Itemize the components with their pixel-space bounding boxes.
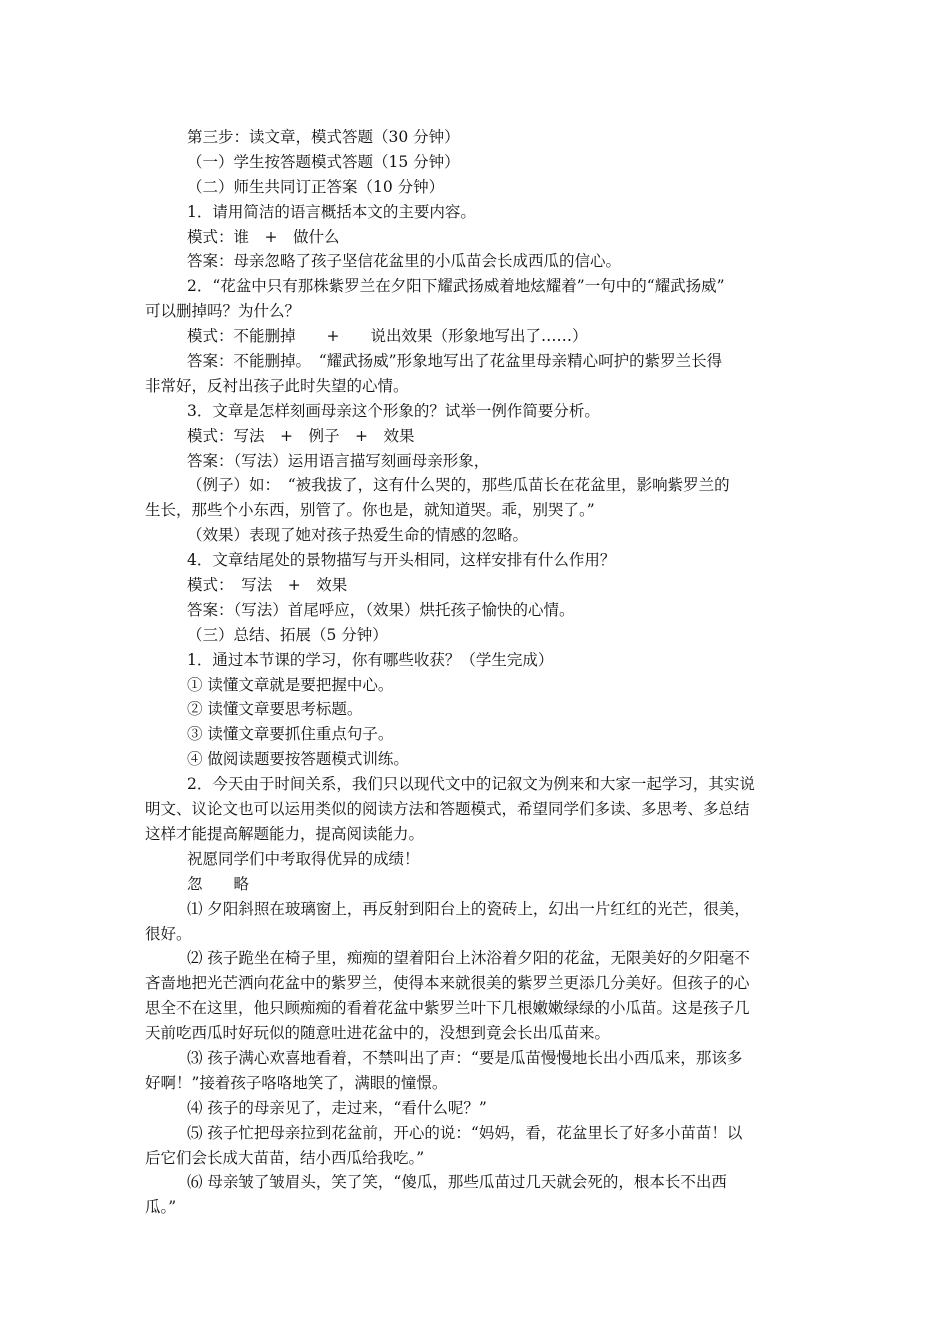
- text-line: 吝啬地把光芒洒向花盆中的紫罗兰，使得本来就很美的紫罗兰更添几分美好。但孩子的心: [145, 974, 750, 993]
- text-line: 天前吃西瓜时好玩似的随意吐进花盆中的，没想到竟会长出瓜苗来。: [145, 1024, 611, 1043]
- text-line: ⑶ 孩子满心欢喜地看着，不禁叫出了声：“要是瓜苗慢慢地长出小西瓜来，那该多: [187, 1048, 743, 1067]
- text-line: （效果）表现了她对孩子热爱生命的情感的忽略。: [187, 526, 529, 545]
- text-line: 1．通过本节课的学习，你有哪些收获？（学生完成）: [187, 650, 554, 669]
- text-line: 模式：不能删掉 + 说出效果（形象地写出了……）: [187, 327, 588, 346]
- text-line: 答案：（写法）运用语言描写刻画母亲形象，: [187, 451, 490, 470]
- text-line: （例子）如： “被我拔了，这有什么哭的，那些瓜苗长在花盆里，影响紫罗兰的: [187, 476, 730, 495]
- text-line: 后它们会长成大苗苗，结小西瓜给我吃。”: [145, 1148, 425, 1167]
- document-page: [145, 125, 813, 1220]
- text-line: 2．“花盆中只有那株紫罗兰在夕阳下耀武扬威着地炫耀着”一句中的“耀武扬威”: [187, 277, 725, 296]
- text-line: 3．文章是怎样刻画母亲这个形象的？试举一例作简要分析。: [187, 401, 600, 420]
- text-line: 瓜。”: [145, 1198, 177, 1217]
- text-line: 非常好，反衬出孩子此时失望的心情。: [145, 376, 409, 395]
- text-line: ⑷ 孩子的母亲见了，走过来，“看什么呢？”: [187, 1098, 487, 1117]
- text-line: 4．文章结尾处的景物描写与开头相同，这样安排有什么作用？: [187, 551, 616, 570]
- text-line: 很好。: [145, 924, 192, 943]
- text-line: 这样才能提高解题能力，提高阅读能力。: [145, 824, 425, 843]
- text-line: （三）总结、拓展（5 分钟）: [187, 625, 388, 644]
- text-line: 明文、议论文也可以运用类似的阅读方法和答题模式，希望同学们多读、多思考、多总结: [145, 800, 750, 819]
- text-line: 好啊！”接着孩子咯咯地笑了，满眼的憧憬。: [145, 1073, 448, 1092]
- text-line: 可以删掉吗？为什么？: [145, 302, 301, 321]
- text-line: 第三步：读文章，模式答题（30 分钟）: [187, 128, 460, 146]
- text-line: 答案：不能删掉。 “耀武扬威”形象地写出了花盆里母亲精心呵护的紫罗兰长得: [187, 352, 723, 371]
- text-line: ⑸ 孩子忙把母亲拉到花盆前，开心的说：“妈妈，看，花盆里长了好多小苗苗！以: [187, 1123, 743, 1142]
- text-line: ③ 读懂文章要抓住重点句子。: [187, 725, 394, 744]
- text-line: 模式：写法 + 例子 + 效果: [187, 426, 415, 445]
- text-line: ① 读懂文章就是要把握中心。: [187, 675, 394, 694]
- text-line: 祝愿同学们中考取得优异的成绩！: [187, 849, 420, 868]
- text-line: 思全不在这里，他只顾痴痴的看着花盆中紫罗兰叶下几根嫩嫩绿绿的小瓜苗。这是孩子几: [145, 999, 750, 1018]
- text-line: ⑴ 夕阳斜照在玻璃窗上，再反射到阳台上的瓷砖上，幻出一片红红的光芒，很美，: [187, 899, 750, 918]
- text-line: 模式： 写法 + 效果: [187, 576, 348, 595]
- text-line: 答案：母亲忽略了孩子坚信花盆里的小瓜苗会长成西瓜的信心。: [187, 252, 622, 271]
- text-line: ⑹ 母亲皱了皱眉头，笑了笑，“傻瓜，那些瓜苗过几天就会死的，根本长不出西: [187, 1173, 727, 1192]
- text-line: ⑵ 孩子跪坐在椅子里，痴痴的望着阳台上沐浴着夕阳的花盆，无限美好的夕阳毫不: [187, 949, 750, 968]
- text-line: ② 读懂文章要思考标题。: [187, 700, 363, 719]
- text-line: ④ 做阅读题要按答题模式训练。: [187, 750, 409, 769]
- text-line: 忽 略: [187, 874, 250, 893]
- text-line: 答案：（写法）首尾呼应，（效果）烘托孩子愉快的心情。: [187, 600, 575, 619]
- text-line: （二）师生共同订正答案（10 分钟）: [187, 177, 445, 196]
- text-line: （一）学生按答题模式答题（15 分钟）: [187, 152, 460, 171]
- text-line: 生长，那些个小东西，别管了。你也是，就知道哭。乖，别哭了。”: [145, 501, 595, 520]
- text-line: 模式：谁 + 做什么: [187, 227, 340, 246]
- text-line: 2．今天由于时间关系，我们只以现代文中的记叙文为例来和大家一起学习，其实说: [187, 775, 755, 794]
- text-line: 1．请用简洁的语言概括本文的主要内容。: [187, 202, 476, 221]
